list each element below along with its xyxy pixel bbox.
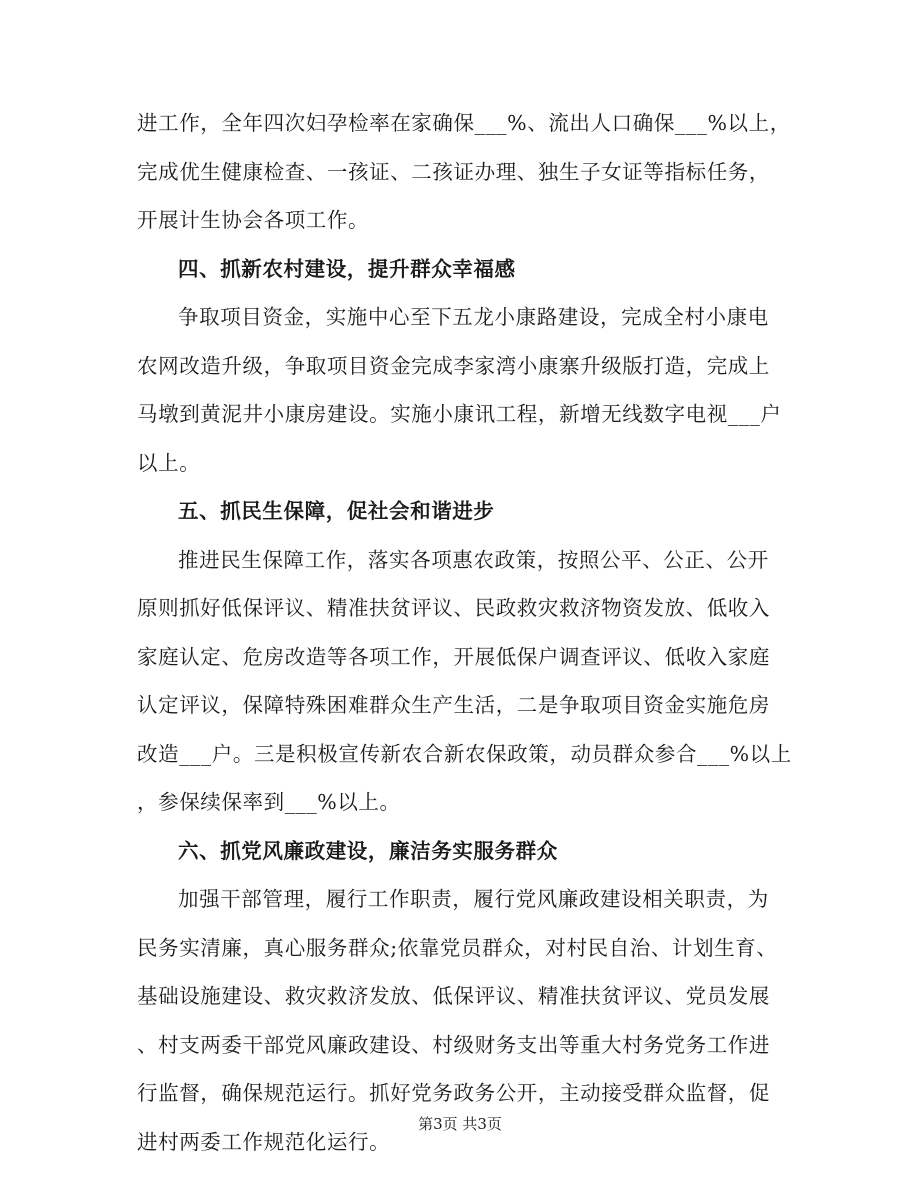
body-line: 争取项目资金，实施中心至下五龙小康路建设，完成全村小康电 bbox=[178, 305, 769, 329]
section-heading-5: 五、抓民生保障，促社会和谐进步 bbox=[178, 499, 495, 523]
body-line: 进工作，全年四次妇孕检率在家确保___%、流出人口确保___%以上， bbox=[137, 111, 791, 135]
body-line: ，参保续保率到___%以上。 bbox=[137, 790, 401, 814]
body-line: 以上。 bbox=[137, 450, 201, 475]
body-line: 民务实清廉，真心服务群众;依靠党员群众，对村民自治、计划生育、 bbox=[137, 935, 778, 960]
body-line: 原则抓好低保评议、精准扶贫评议、民政救灾救济物资发放、低收入 bbox=[137, 596, 770, 620]
body-line: 进村两委工作规范化运行。 bbox=[137, 1129, 391, 1154]
body-line: 农网改造升级，争取项目资金完成李家湾小康寨升级版打造，完成上 bbox=[137, 353, 770, 378]
body-line: 认定评议，保障特殊困难群众生产生活，二是争取项目资金实施危房 bbox=[137, 693, 770, 717]
body-line: 改造___户。三是积极宣传新农合新农保政策，动员群众参合___%以上 bbox=[137, 741, 792, 766]
page-number: 第3页 共3页 bbox=[418, 1115, 502, 1133]
body-line: 家庭认定、危房改造等各项工作，开展低保户调查评议、低收入家庭 bbox=[137, 644, 770, 669]
body-line: 、村支两委干部党风廉政建设、村级财务支出等重大村务党务工作进 bbox=[137, 1032, 770, 1057]
body-line: 完成优生健康检查、一孩证、二孩证办理、独生子女证等指标任务， bbox=[137, 159, 770, 184]
body-line: 行监督，确保规范运行。抓好党务政务公开，主动接受群众监督，促 bbox=[137, 1081, 770, 1105]
section-heading-6: 六、抓党风廉政建设，廉洁务实服务群众 bbox=[178, 838, 558, 863]
body-line: 推进民生保障工作，落实各项惠农政策，按照公平、公正、公开 bbox=[178, 547, 769, 572]
body-line: 加强干部管理，履行工作职责，履行党风廉政建设相关职责，为 bbox=[178, 887, 769, 911]
section-heading-4: 四、抓新农村建设，提升群众幸福感 bbox=[178, 256, 516, 281]
document-body bbox=[137, 99, 792, 1166]
body-line: 马墩到黄泥井小康房建设。实施小康讯工程，新增无线数字电视___户 bbox=[137, 402, 782, 426]
body-line: 基础设施建设、救灾救济发放、低保评议、精准扶贫评议、党员发展 bbox=[137, 984, 770, 1008]
body-line: 开展计生协会各项工作。 bbox=[137, 208, 370, 232]
